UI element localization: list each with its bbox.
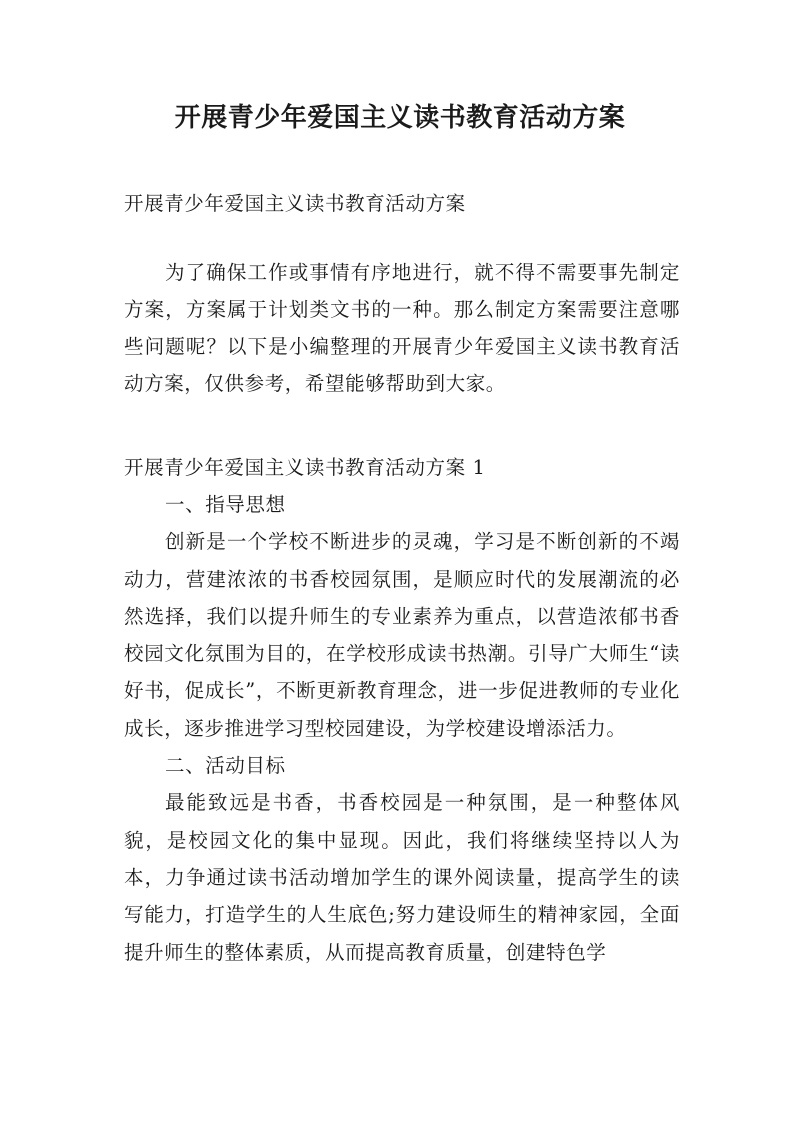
intro-paragraph: 为了确保工作或事情有序地进行，就不得不需要事先制定方案，方案属于计划类文书的一种。那么制定方案需要注意哪些问题呢？以下是小编整理的开展青少年爱国主义读书教育活动方案，仅供参考，希望能够帮助到大家。 [124,261,680,395]
heading-guiding-ideology: 一、指导思想 [165,493,286,516]
heading-activity-goals: 二、活动目标 [165,754,286,778]
section-title: 开展青少年爱国主义读书教育活动方案 1 [124,456,486,479]
paragraph-activity-goals: 最能致远是书香，书香校园是一种氛围，是一种整体风貌，是校园文化的集中显现。因此，我们将继续坚持以人为本，力争通过读书活动增加学生的课外阅读量，提高学生的读写能力，打造学生的人生底色;努力建设师生的精神家园，全面提升师生的整体素质，从而提高教育质量，创建特色学 [124,791,680,964]
document-title: 开展青少年爱国主义读书教育活动方案 [174,103,626,133]
section-content [124,486,680,971]
document-subtitle: 开展青少年爱国主义读书教育活动方案 [124,192,466,215]
paragraph-guiding-ideology: 创新是一个学校不断进步的灵魂，学习是不断创新的不竭动力，营建浓浓的书香校园氛围，是顺应时代的发展潮流的必然选择，我们以提升师生的专业素养为重点，以营造浓郁书香校园文化氛围为目的，在学校形成读书热潮。引导广大师生“读好书，促成长”，不断更新教育理念，进一步促进教师的专业化成长，逐步推进学习型校园建设，为学校建设增添活力。 [124,530,680,740]
